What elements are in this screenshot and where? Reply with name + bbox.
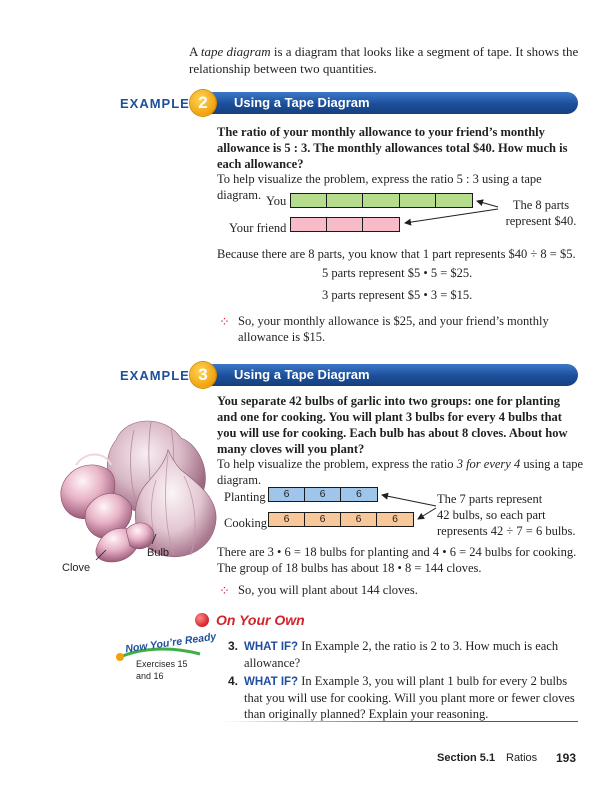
tape-friend	[290, 217, 400, 232]
example-3-instruction: To help visualize the problem, express the ratio 3 for every 4 using a tape diagram.	[217, 457, 584, 487]
tape-part-value: 6	[269, 488, 305, 501]
tape-part-value: 6	[341, 488, 377, 501]
now-youre-ready-title: Now You’re Ready	[124, 630, 217, 656]
garlic-photo	[56, 410, 222, 580]
example-3-problem: You separate 42 bulbs of garlic into two groups: one for planting and one for cooking. You will plant 3 bulbs for every 4 bulbs that you will use for cooking. Each bulb has about 8 cloves. About how many cloves will you plant?	[217, 394, 568, 456]
footer-section: Section 5.1	[437, 752, 496, 764]
bottom-rule	[222, 721, 578, 722]
example-2-number-badge: 2	[190, 90, 216, 116]
exercise-4: 4. WHAT IF? In Example 3, you will plant 1 bulb for every 2 bulbs that you will use for cooking. Will you plant more or fewer cloves than originally planned? Explain your reasoning.	[228, 674, 575, 721]
tape-label-planting: Planting	[224, 490, 266, 504]
tape-part	[291, 218, 327, 231]
example-2-problem: The ratio of your monthly allowance to your friend’s monthly allowance is 5 : 3. The monthly allowances total $40. How much is each allowance?	[217, 125, 568, 171]
tape-part-value: 6	[269, 513, 305, 526]
example-3-explanation-2: The group of 18 bulbs has about 18 • 8 = 144 cloves.	[217, 561, 482, 575]
tape-part	[363, 218, 399, 231]
tape-label-cooking: Cooking	[224, 516, 268, 530]
tape-part-value: 6	[305, 513, 341, 526]
example-2-header-bar	[198, 92, 578, 114]
example-3-title: Using a Tape Diagram	[234, 367, 370, 382]
example-3-explanation-1: There are 3 • 6 = 18 bulbs for planting and 4 • 6 = 24 bulbs for cooking.	[217, 545, 577, 559]
exercise-3: 3. WHAT IF? In Example 2, the ratio is 2 to 3. How much is each allowance?	[228, 639, 559, 670]
example-3-label: EXAMPLE	[120, 368, 190, 383]
callout-example-3: The 7 parts represent 42 bulbs, so each part represents 42 ÷ 7 = 6 bulbs.	[437, 492, 576, 538]
tape-part	[291, 194, 327, 207]
example-2-instruction: To help visualize the problem, express the ratio 5 : 3 using a tape diagram.	[217, 172, 542, 202]
example-2-because: Because there are 8 parts, you know that 1 part represents $40 ÷ 8 = $5.	[217, 247, 576, 261]
conclusion-marker-icon: ⁘	[219, 315, 230, 330]
callout-example-2: The 8 parts represent $40.	[505, 198, 577, 228]
conclusion-marker-icon: ⁘	[219, 584, 230, 599]
tape-label-you: You	[266, 194, 287, 208]
tape-part	[327, 194, 363, 207]
tape-part	[327, 218, 363, 231]
example-3-conclusion: So, you will plant about 144 cloves.	[238, 583, 418, 597]
intro-paragraph: A tape diagram is a diagram that looks like a segment of tape. It shows the relationship between two quantities.	[189, 44, 579, 76]
tape-label-friend: Your friend	[229, 221, 287, 235]
example-3-number-badge: 3	[190, 362, 216, 388]
example-3-header-bar	[198, 364, 578, 386]
footer-topic: Ratios	[506, 752, 538, 764]
tape-part-value: 6	[341, 513, 377, 526]
example-2-step-2: 3 parts represent $5 • 3 = $15.	[322, 288, 473, 302]
callout-arrows-example-3	[374, 488, 444, 528]
tape-part-value: 6	[377, 513, 413, 526]
on-your-own-bullet-icon	[195, 613, 209, 627]
now-youre-ready-exercises: Exercises 15 and 16	[136, 659, 188, 681]
example-2-step-1: 5 parts represent $5 • 5 = $25.	[322, 266, 473, 280]
tape-part-value: 6	[305, 488, 341, 501]
photo-label-bulb: Bulb	[147, 547, 170, 559]
example-2-conclusion: So, your monthly allowance is $25, and your friend’s monthly allowance is $15.	[238, 314, 549, 344]
photo-label-clove: Clove	[62, 562, 91, 574]
on-your-own-title: On Your Own	[216, 612, 305, 628]
example-2-label: EXAMPLE	[120, 96, 190, 111]
page-number: 193	[556, 751, 577, 765]
example-2-title: Using a Tape Diagram	[234, 95, 370, 110]
tape-planting	[268, 487, 378, 502]
intro-term: tape diagram	[200, 44, 271, 59]
callout-arrows-example-2	[395, 195, 505, 235]
